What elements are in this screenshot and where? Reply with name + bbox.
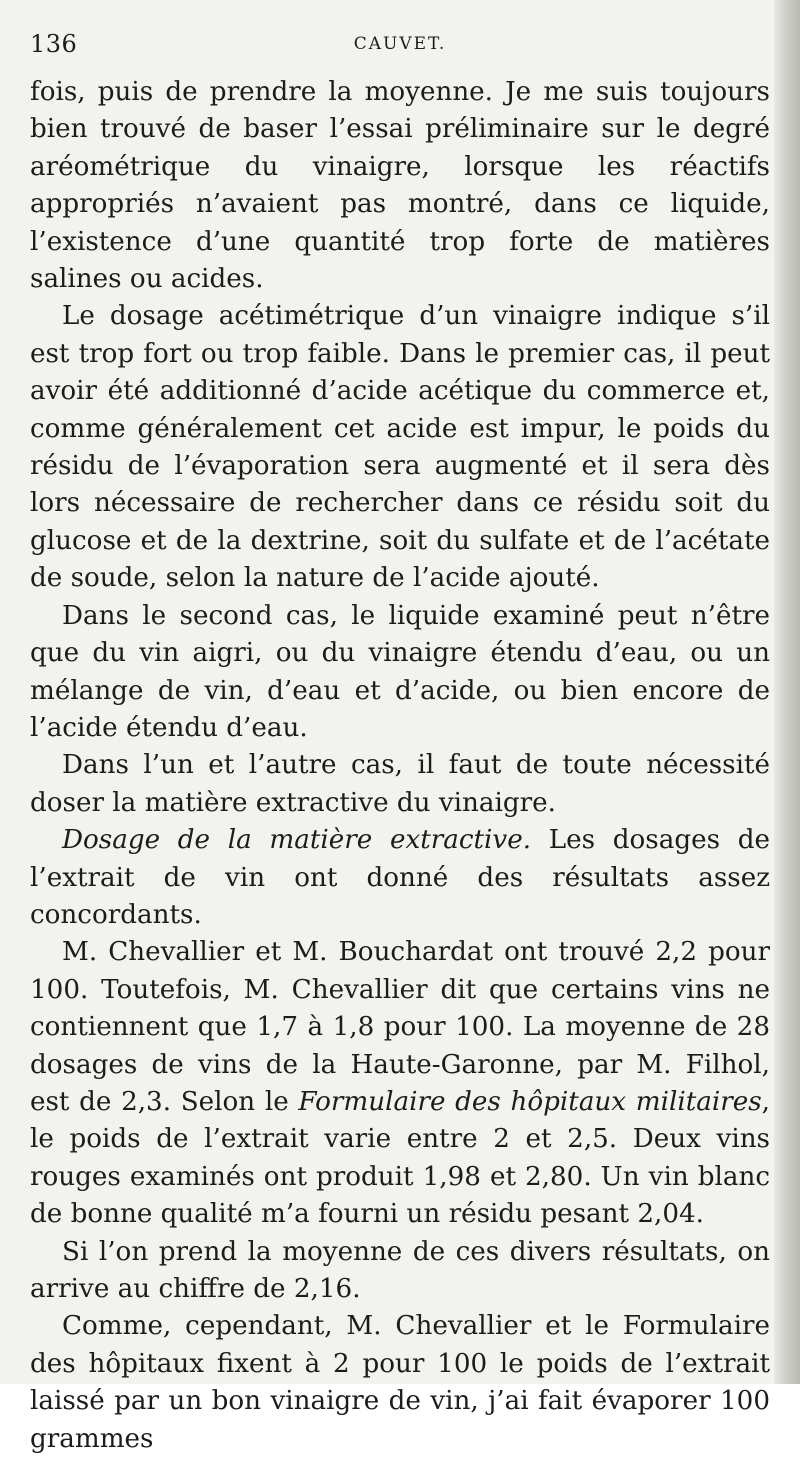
paragraph-5-text: Les dosages de l’extrait de vin ont donné des résultats assez concordants. <box>30 825 770 930</box>
paragraph-1: fois, puis de prendre la moyenne. Je me suis toujours bien trouvé de baser l’essai préliminaire sur le degré aréométrique du vinaigre, lorsque les réactifs appropriés n’avaient pas montré, dans ce liquide, l’existence d’une quantité trop forte de matières salines ou acides. <box>30 77 770 295</box>
paragraph-6 <box>30 934 770 1233</box>
section-title: Dosage de la matière extractive. <box>62 825 532 856</box>
paragraph-7: Si l’on prend la moyenne de ces divers résultats, on arrive au chiffre de 2,16. <box>30 1236 770 1304</box>
formulaire-title: Formulaire des hôpitaux militaires <box>298 1086 762 1117</box>
paragraph-2: Le dosage acétimétrique d’un vinaigre indique s’il est trop fort ou trop faible. Dans le premier cas, il peut avoir été additionné d’acide acétique du commerce et, comme généralement cet acide est impur, le poids du résidu de l’évaporation sera augmenté et il sera dès lors nécessaire de rechercher dans ce résidu soit du glucose et de la dextrine, soit du sulfate et de l’acétate de soude, selon la nature de l’acide ajouté. <box>30 301 770 594</box>
page-edge-shadow <box>774 0 800 1384</box>
running-head: CAUVET. <box>353 34 447 54</box>
paragraph-6-text-b: , le poids de l’extrait varie entre 2 et 2,5. Deux vins rouges examinés ont produit 1,98 et 2,80. Un vin blanc de bonne qualité m’a fourni un résidu pesant 2,04. <box>30 1086 770 1230</box>
paragraph-5 <box>30 822 770 934</box>
page-number: 136 <box>30 30 78 58</box>
paragraph-8: Comme, cependant, M. Chevallier et le Formulaire des hôpitaux fixent à 2 pour 100 le poids de l’extrait laissé par un bon vinaigre de vin, j’ai fait évaporer 100 grammes <box>30 1311 770 1454</box>
page-header <box>30 30 770 64</box>
paragraph-3: Dans le second cas, le liquide examiné peut n’être que du vin aigri, ou du vinaigre étendu d’eau, ou un mélange de vin, d’eau et d’acide, ou bien encore de l’acide étendu d’eau. <box>30 600 770 743</box>
body-text <box>30 74 770 1458</box>
paragraph-6-text-a: M. Chevallier et M. Bouchardat ont trouvé 2,2 pour 100. Toutefois, M. Chevallier dit que certains vins ne contiennent que 1,7 à 1,8 pour 100. La moyenne de 28 dosages de vins de la Haute-Garonne, par M. Filhol, est de 2,3. Selon le <box>30 937 770 1117</box>
paragraph-4: Dans l’un et l’autre cas, il faut de toute nécessité doser la matière extractive du vinaigre. <box>30 750 770 818</box>
